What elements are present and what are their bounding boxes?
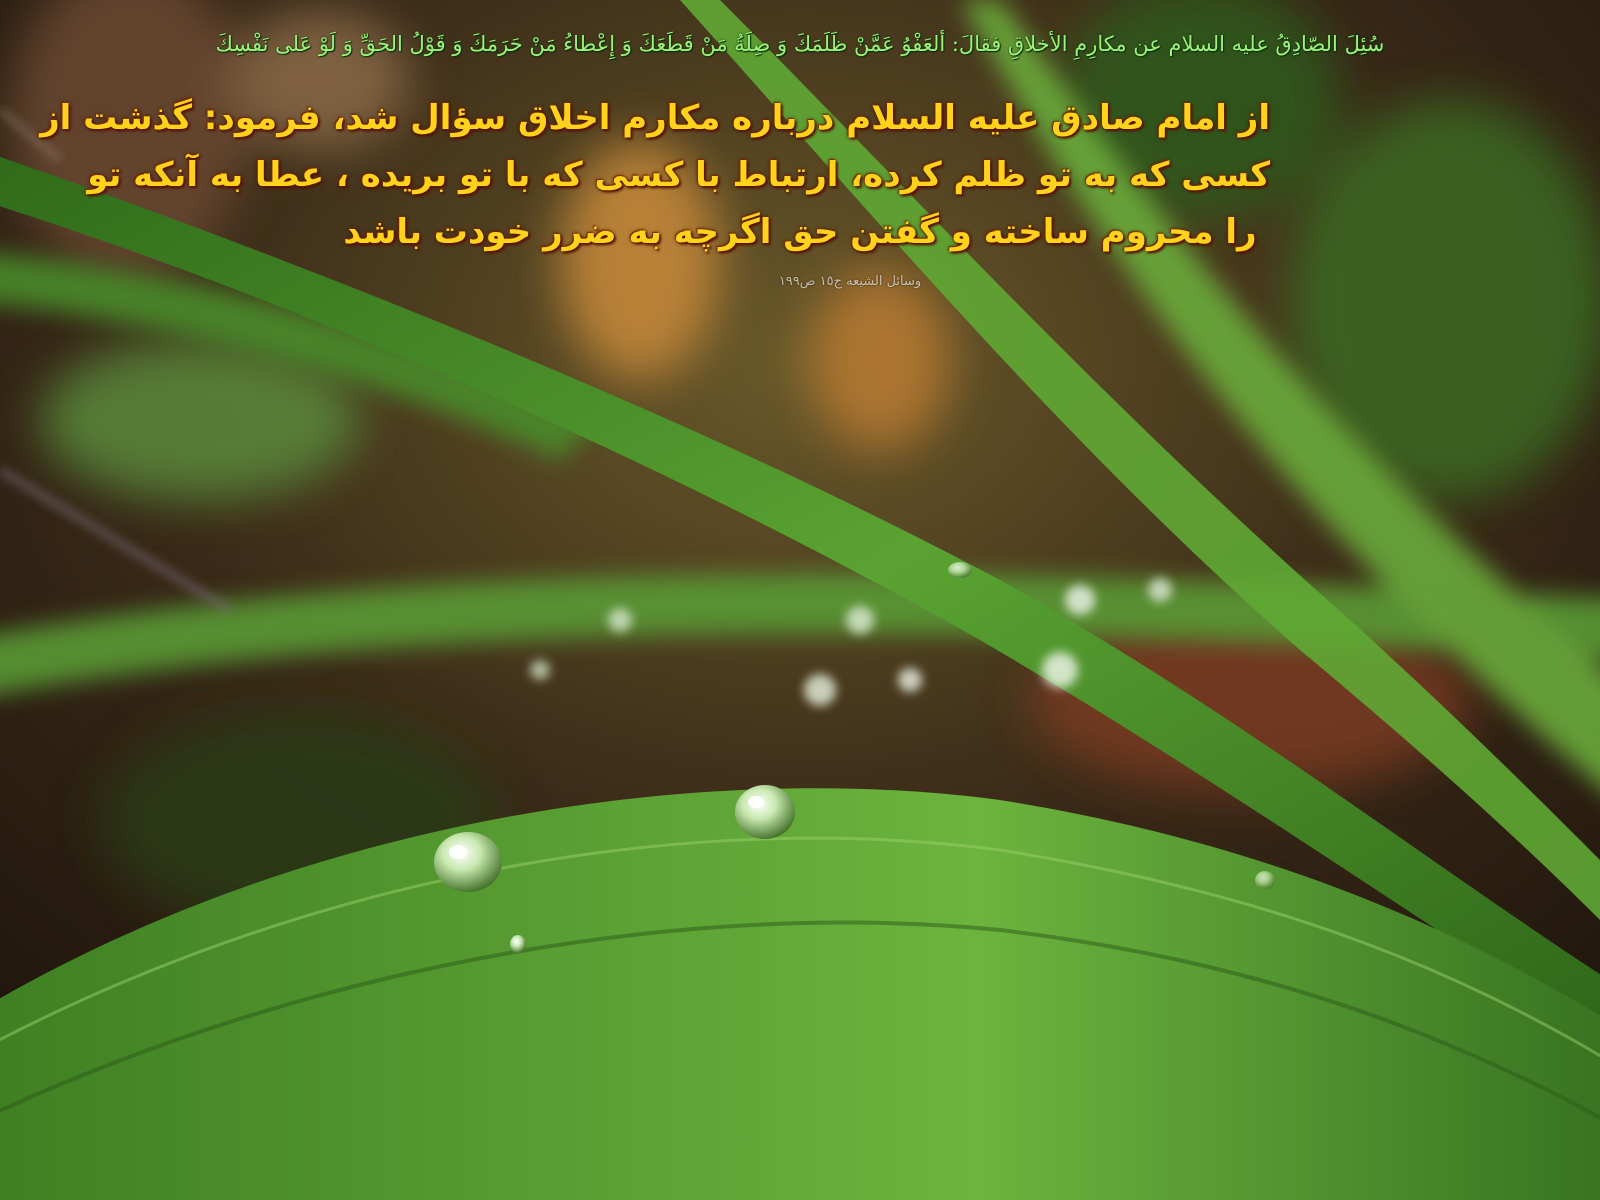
dew-drop <box>1255 871 1275 889</box>
persian-line: کسی که به تو ظلم کرده، ارتباط با کسی که با تو بریده ، عطا به آنکه تو <box>87 155 1270 195</box>
persian-line: از امام صادق عليه السلام درباره مکارم اخلاق سؤال شد، فرمود: گذشت از <box>40 98 1270 138</box>
persian-translation <box>40 90 1270 261</box>
dew-drop <box>948 562 972 578</box>
dew-drop <box>434 832 502 892</box>
arabic-hadith-text: سُئِلَ الصّادِقُ عليه السلام عن مكارِمِ الأخلاقِ فقالَ: ألعَفْوُ عَمَّنْ ظَلَمَكَ وَ صِلَةُ مَنْ قَطَعَكَ وَ إِعْطاءُ مَنْ حَرَمَكَ وَ قَوْلُ الحَقِّ وَ لَوْ عَلى نَفْسِكَ <box>215 32 1385 56</box>
dew-drop <box>510 935 526 953</box>
source-citation: وسائل الشيعه ج١٥ ص١٩٩ <box>778 274 922 289</box>
persian-line: را محروم ساخته و گفتن حق اگرچه به ضرر خودت باشد <box>343 212 1257 252</box>
text-overlay <box>0 0 1600 320</box>
dew-drop <box>735 785 795 839</box>
